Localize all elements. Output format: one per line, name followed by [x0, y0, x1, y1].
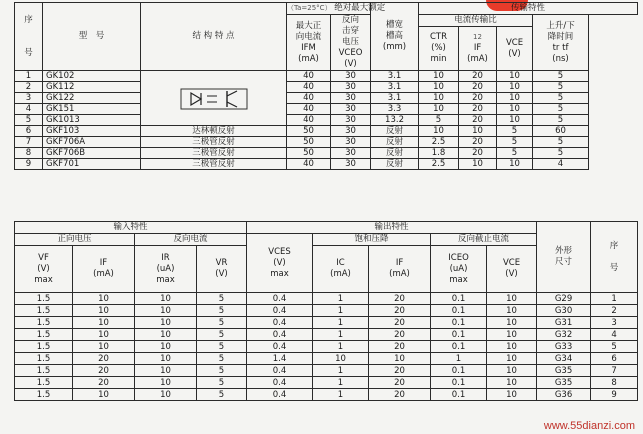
if-header: IF (mA) [73, 246, 135, 293]
b-row6-vr: 5 [197, 353, 247, 365]
row2-vce: 10 [497, 82, 533, 93]
row2-n: 2 [15, 82, 43, 93]
vceo-header: 反向 击穿 电压 VCEO (V) [331, 15, 371, 71]
row7-ctr: 2.5 [419, 137, 459, 148]
b-row8-vf: 1.5 [15, 377, 73, 389]
table-row [15, 293, 638, 305]
row3-n: 3 [15, 93, 43, 104]
row9-if: 40 [287, 159, 331, 170]
row6-t: 60 [533, 126, 589, 137]
b-row1-vces: 0.4 [247, 293, 313, 305]
row6-struct: 达林顿反射 [141, 126, 287, 137]
row1-n: 1 [15, 71, 43, 82]
row5-ctr: 5 [419, 115, 459, 126]
b-row8-if2: 20 [369, 377, 431, 389]
row1-slot: 3.1 [371, 71, 419, 82]
row5-slot: 13.2 [371, 115, 419, 126]
b-row9-if: 10 [73, 389, 135, 401]
b-row2-ir: 10 [135, 305, 197, 317]
abs-max-header: （Ta=25°C） 绝对最大额定 [287, 3, 386, 13]
b-row5-pkg: G33 [537, 341, 591, 353]
b-row9-n: 9 [591, 389, 638, 401]
row3-slot: 3.1 [371, 93, 419, 104]
b-row5-if2: 20 [369, 341, 431, 353]
b-row5-iceo: 0.1 [431, 341, 487, 353]
row9-vce: 10 [497, 159, 533, 170]
table-row [15, 329, 638, 341]
pkg-header: 外形 尺寸 [537, 222, 591, 293]
sat-header: 饱和压降 [313, 234, 431, 246]
b-row2-vces: 0.4 [247, 305, 313, 317]
b-row7-vf: 1.5 [15, 365, 73, 377]
row1-model: GK102 [43, 71, 141, 82]
row8-t: 5 [533, 148, 589, 159]
output-char-header: 输出特性 [247, 222, 537, 234]
b-row3-vr: 5 [197, 317, 247, 329]
row6-vce: 5 [497, 126, 533, 137]
b-row3-iceo: 0.1 [431, 317, 487, 329]
b-row2-vr: 5 [197, 305, 247, 317]
table-row [15, 389, 638, 401]
seq2-header: 序 号 [591, 222, 638, 293]
row3-vce: 10 [497, 93, 533, 104]
row7-model: GKF706A [43, 137, 141, 148]
b-row3-ir: 10 [135, 317, 197, 329]
b-row1-ir: 10 [135, 293, 197, 305]
b-row6-vces: 1.4 [247, 353, 313, 365]
row7-t: 5 [533, 137, 589, 148]
row3-t: 5 [533, 93, 589, 104]
b-row9-vces: 0.4 [247, 389, 313, 401]
slot-header: 槽宽 槽高 (mm) [371, 3, 419, 71]
b-row2-if2: 20 [369, 305, 431, 317]
row1-vce: 10 [497, 71, 533, 82]
b-row2-pkg: G30 [537, 305, 591, 317]
row8-model: GKF706B [43, 148, 141, 159]
b-row8-vce: 10 [487, 377, 537, 389]
b-row4-vce: 10 [487, 329, 537, 341]
b-row6-if2: 10 [369, 353, 431, 365]
ic-header: IC (mA) [313, 246, 369, 293]
row8-slot: 反射 [371, 148, 419, 159]
row2-model: GK112 [43, 82, 141, 93]
row9-model: GKF701 [43, 159, 141, 170]
row1-if: 40 [287, 71, 331, 82]
b-row4-ir: 10 [135, 329, 197, 341]
b-row8-vces: 0.4 [247, 377, 313, 389]
row8-v: 30 [331, 148, 371, 159]
b-row4-vf: 1.5 [15, 329, 73, 341]
row2-v: 30 [331, 82, 371, 93]
row9-struct: 三极管反射 [141, 159, 287, 170]
b-row5-ir: 10 [135, 341, 197, 353]
b-row7-iceo: 0.1 [431, 365, 487, 377]
b-row6-vf: 1.5 [15, 353, 73, 365]
row2-ifc: 20 [459, 82, 497, 93]
row1-ctr: 10 [419, 71, 459, 82]
b-row7-ic: 1 [313, 365, 369, 377]
b-row9-vce: 10 [487, 389, 537, 401]
b-row5-vr: 5 [197, 341, 247, 353]
row2-if: 40 [287, 82, 331, 93]
vce-header: VCE (V) [497, 27, 533, 71]
b-row5-vf: 1.5 [15, 341, 73, 353]
structure-header: 结 构 特 点 [141, 3, 287, 71]
row2-ctr: 10 [419, 82, 459, 93]
b-row3-n: 3 [591, 317, 638, 329]
row7-slot: 反射 [371, 137, 419, 148]
b-row1-if: 10 [73, 293, 135, 305]
b-row4-n: 4 [591, 329, 638, 341]
rev-i-header: 反向电流 [135, 234, 247, 246]
b-row7-vce: 10 [487, 365, 537, 377]
b-row5-vces: 0.4 [247, 341, 313, 353]
row8-vce: 5 [497, 148, 533, 159]
vr-header: VR (V) [197, 246, 247, 293]
row6-n: 6 [15, 126, 43, 137]
b-row1-vce: 10 [487, 293, 537, 305]
b-row3-pkg: G31 [537, 317, 591, 329]
photo-interrupter-max-ratings-table [14, 2, 638, 170]
row4-vce: 10 [497, 104, 533, 115]
b-row3-vf: 1.5 [15, 317, 73, 329]
b-row4-vces: 0.4 [247, 329, 313, 341]
row7-n: 7 [15, 137, 43, 148]
table-row [15, 353, 638, 365]
row8-ctr: 1.8 [419, 148, 459, 159]
opto-structure-cell [141, 71, 287, 126]
b-row3-vce: 10 [487, 317, 537, 329]
b-row3-if: 10 [73, 317, 135, 329]
b-row2-n: 2 [591, 305, 638, 317]
b-row7-ir: 10 [135, 365, 197, 377]
row9-ifc: 10 [459, 159, 497, 170]
ctr-header: CTR (%) min [419, 27, 459, 71]
if-cond-header: 12 IF (mA) [459, 27, 497, 71]
b-row5-n: 5 [591, 341, 638, 353]
ctr-group-header: 电流传输比 [419, 15, 533, 27]
b-row4-vr: 5 [197, 329, 247, 341]
row6-if: 50 [287, 126, 331, 137]
b-row8-vr: 5 [197, 377, 247, 389]
row3-ctr: 10 [419, 93, 459, 104]
iceo-header: ICEO (uA) max [431, 246, 487, 293]
b-row2-vce: 10 [487, 305, 537, 317]
row5-t: 5 [533, 115, 589, 126]
b-row9-if2: 20 [369, 389, 431, 401]
vce2-header: VCE (V) [487, 246, 537, 293]
b-row6-vce: 10 [487, 353, 537, 365]
b-row1-if2: 20 [369, 293, 431, 305]
row3-v: 30 [331, 93, 371, 104]
b-row6-n: 6 [591, 353, 638, 365]
row4-v: 30 [331, 104, 371, 115]
b-row7-vces: 0.4 [247, 365, 313, 377]
b-row9-ir: 10 [135, 389, 197, 401]
row9-ctr: 2.5 [419, 159, 459, 170]
b-row3-if2: 20 [369, 317, 431, 329]
row9-n: 9 [15, 159, 43, 170]
b-row6-pkg: G34 [537, 353, 591, 365]
b-row7-n: 7 [591, 365, 638, 377]
watermark: www.55dianzi.com [543, 420, 635, 432]
b-row9-iceo: 0.1 [431, 389, 487, 401]
row5-n: 5 [15, 115, 43, 126]
row2-slot: 3.1 [371, 82, 419, 93]
b-row6-iceo: 1 [431, 353, 487, 365]
b-row2-vf: 1.5 [15, 305, 73, 317]
row6-ifc: 10 [459, 126, 497, 137]
row3-ifc: 20 [459, 93, 497, 104]
b-row1-iceo: 0.1 [431, 293, 487, 305]
row4-ctr: 10 [419, 104, 459, 115]
row6-v: 30 [331, 126, 371, 137]
seq-header: 序 号 [15, 3, 43, 71]
row5-if: 40 [287, 115, 331, 126]
photo-interrupter-characteristics-table [14, 221, 638, 401]
row4-model: GK151 [43, 104, 141, 115]
b-row8-ic: 1 [313, 377, 369, 389]
row6-ctr: 10 [419, 126, 459, 137]
b-row7-if2: 20 [369, 365, 431, 377]
row3-if: 40 [287, 93, 331, 104]
table-row [15, 317, 638, 329]
row4-ifc: 20 [459, 104, 497, 115]
b-row9-pkg: G36 [537, 389, 591, 401]
row3-model: GK122 [43, 93, 141, 104]
row7-ifc: 20 [459, 137, 497, 148]
row7-vce: 5 [497, 137, 533, 148]
row6-model: GKF103 [43, 126, 141, 137]
b-row6-ic: 10 [313, 353, 369, 365]
table-row [15, 365, 638, 377]
b-row1-ic: 1 [313, 293, 369, 305]
b-row5-vce: 10 [487, 341, 537, 353]
row2-t: 5 [533, 82, 589, 93]
row1-v: 30 [331, 71, 371, 82]
b-row8-n: 8 [591, 377, 638, 389]
table-row [15, 377, 638, 389]
row5-v: 30 [331, 115, 371, 126]
b-row4-iceo: 0.1 [431, 329, 487, 341]
b-row1-vf: 1.5 [15, 293, 73, 305]
b-row5-ic: 1 [313, 341, 369, 353]
b-row2-if: 10 [73, 305, 135, 317]
opto-interrupter-icon [179, 81, 249, 115]
b-row2-iceo: 0.1 [431, 305, 487, 317]
table-row [15, 305, 638, 317]
b-row9-ic: 1 [313, 389, 369, 401]
b-row4-if2: 20 [369, 329, 431, 341]
if-max-header: 最大正 向电流 IFM (mA) [287, 15, 331, 71]
b-row4-pkg: G32 [537, 329, 591, 341]
b-row9-vf: 1.5 [15, 389, 73, 401]
row1-ifc: 20 [459, 71, 497, 82]
row1-t: 5 [533, 71, 589, 82]
row7-struct: 三极管反射 [141, 137, 287, 148]
row9-slot: 反射 [371, 159, 419, 170]
vces-header: VCES (V) max [247, 234, 313, 293]
b-row3-vces: 0.4 [247, 317, 313, 329]
b-row7-pkg: G35 [537, 365, 591, 377]
row8-if: 50 [287, 148, 331, 159]
row5-vce: 10 [497, 115, 533, 126]
b-row4-ic: 1 [313, 329, 369, 341]
row8-ifc: 20 [459, 148, 497, 159]
resp-header: 上升/下 降时间 tr tf (ns) [533, 15, 589, 71]
row9-v: 30 [331, 159, 371, 170]
row5-ifc: 20 [459, 115, 497, 126]
model-header: 型 号 [43, 3, 141, 71]
b-row8-iceo: 0.1 [431, 377, 487, 389]
b-row9-vr: 5 [197, 389, 247, 401]
if2-header: IF (mA) [369, 246, 431, 293]
b-row3-ic: 1 [313, 317, 369, 329]
b-row1-n: 1 [591, 293, 638, 305]
b-row7-if: 20 [73, 365, 135, 377]
row7-if: 50 [287, 137, 331, 148]
row9-t: 4 [533, 159, 589, 170]
b-row8-ir: 10 [135, 377, 197, 389]
fwd-v-header: 正向电压 [15, 234, 135, 246]
b-row6-ir: 10 [135, 353, 197, 365]
vf-header: VF (V) max [15, 246, 73, 293]
ir-header: IR (uA) max [135, 246, 197, 293]
b-row1-pkg: G29 [537, 293, 591, 305]
row4-slot: 3.3 [371, 104, 419, 115]
row6-slot: 反射 [371, 126, 419, 137]
transfer-header: 传输特性 [419, 3, 638, 15]
row7-v: 30 [331, 137, 371, 148]
input-char-header: 输入特性 [15, 222, 247, 234]
b-row8-if: 20 [73, 377, 135, 389]
row4-n: 4 [15, 104, 43, 115]
leak-header: 反向截止电流 [431, 234, 537, 246]
b-row6-if: 20 [73, 353, 135, 365]
row8-n: 8 [15, 148, 43, 159]
b-row1-vr: 5 [197, 293, 247, 305]
b-row2-ic: 1 [313, 305, 369, 317]
b-row5-if: 10 [73, 341, 135, 353]
row4-if: 40 [287, 104, 331, 115]
table-row [15, 341, 638, 353]
b-row4-if: 10 [73, 329, 135, 341]
b-row8-pkg: G35 [537, 377, 591, 389]
row5-model: GK1013 [43, 115, 141, 126]
b-row7-vr: 5 [197, 365, 247, 377]
row8-struct: 三极管反射 [141, 148, 287, 159]
row4-t: 5 [533, 104, 589, 115]
